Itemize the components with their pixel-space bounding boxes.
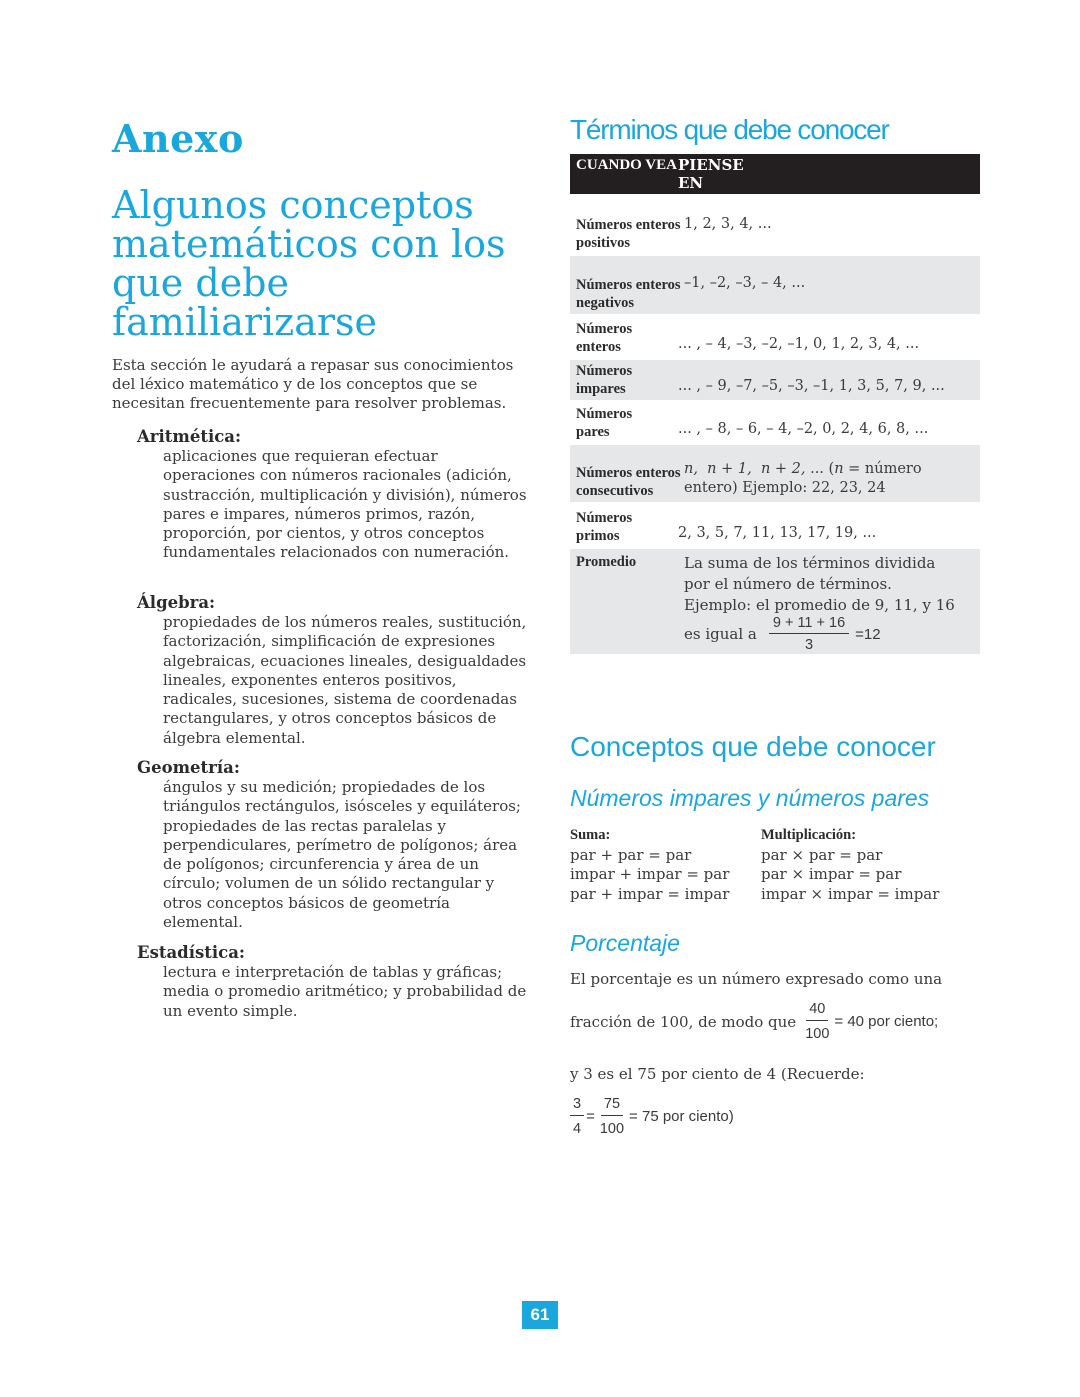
anexo-heading: Anexo bbox=[112, 116, 244, 161]
header-piense-en: PIENSE EN bbox=[678, 156, 744, 192]
value-cell: –1, –2, –3, – 4, ... bbox=[684, 274, 806, 291]
table-header bbox=[570, 154, 980, 194]
term-cell: Promedio bbox=[576, 554, 637, 570]
suma-line: par + impar = impar bbox=[570, 884, 730, 903]
topic-text: ángulos y su medición; propiedades de los triángulos rectángulos, isósceles y equiláteros; propiedades de las rectas paralelas y perpendiculares, perímetro de polígonos; área de polígonos; circunferencia y área de un círculo; volumen de un sólido rectangular y otros conceptos básicos de geometría elemental. bbox=[163, 778, 521, 932]
value-cell bbox=[684, 460, 980, 500]
percent-line2 bbox=[570, 1001, 938, 1042]
value-cell: 1, 2, 3, 4, ... bbox=[684, 215, 772, 232]
topic-estadistica bbox=[137, 942, 537, 1021]
value-n: n, bbox=[684, 461, 698, 477]
terms-title: Términos que debe conocer bbox=[570, 114, 889, 145]
concepts-title: Conceptos que debe conocer bbox=[570, 731, 936, 762]
topic-text: lectura e interpretación de tablas y gráficas; media o promedio aritmético; y probabilidad de un evento simple. bbox=[163, 963, 527, 1020]
mult-line: par × impar = par bbox=[761, 865, 902, 883]
suma-line: impar + impar = par bbox=[570, 865, 730, 883]
suma-block bbox=[570, 826, 729, 904]
table-row bbox=[570, 502, 980, 549]
promedio-fraction bbox=[769, 615, 849, 653]
percent-line1: El porcentaje es un número expresado como una bbox=[570, 970, 943, 988]
percent-line2-pre: fracción de 100, de modo que bbox=[570, 1012, 797, 1031]
term-cell: Números enteros positivos bbox=[576, 217, 681, 251]
percent-fraction bbox=[802, 1001, 832, 1042]
header-cuando-vea: CUANDO VEA bbox=[576, 157, 677, 173]
topic-algebra bbox=[137, 592, 537, 748]
terms-table bbox=[570, 154, 980, 654]
term-cell: Números enteros bbox=[576, 321, 633, 355]
term-cell: Números impares bbox=[576, 363, 633, 397]
percent-line3: y 3 es el 75 por ciento de 4 (Recuerde: bbox=[570, 1065, 865, 1083]
table-row bbox=[570, 400, 980, 445]
fraction-numerator: 9 + 11 + 16 bbox=[769, 615, 849, 634]
term-cell: Números enteros consecutivos bbox=[576, 465, 681, 499]
promedio-line2: por el número de términos. bbox=[684, 575, 892, 593]
fraction-numerator: 75 bbox=[601, 1096, 623, 1116]
promedio-es-igual: es igual a bbox=[684, 624, 757, 643]
promedio-line1: La suma de los términos dividida bbox=[684, 554, 936, 572]
page-title: Algunos conceptos matemáticos con los que debe familiarizarse bbox=[112, 183, 506, 344]
value-cell: 2, 3, 5, 7, 11, 13, 17, 19, ... bbox=[678, 525, 877, 541]
suma-line: par + par = par bbox=[570, 845, 692, 864]
table-row bbox=[570, 549, 980, 654]
topic-text: aplicaciones que requieran efectuar operaciones con números racionales (adición, sustracción, multiplicación y división), números pares e impares, números primos, razón, proporción, por cientos, y otros conceptos fundamentales relacionados con numeración. bbox=[163, 447, 527, 562]
value-cell: ... , – 8, – 6, – 4, –2, 0, 2, 4, 6, 8, ... bbox=[678, 421, 929, 437]
topic-aritmetica bbox=[137, 426, 537, 563]
value-rest: ... ( bbox=[810, 461, 835, 477]
promedio-result: =12 bbox=[855, 625, 881, 643]
value-cell bbox=[684, 553, 980, 655]
percent-line2-post: = 40 por ciento; bbox=[834, 1013, 939, 1030]
fraction-3-4 bbox=[570, 1096, 584, 1137]
topic-heading: Aritmética: bbox=[137, 427, 242, 446]
topic-heading: Álgebra: bbox=[137, 593, 216, 612]
term-cell: Números enteros negativos bbox=[576, 277, 681, 311]
odd-even-title: Números impares y números pares bbox=[570, 785, 930, 811]
value-rest2: = número bbox=[843, 461, 922, 477]
promedio-line4 bbox=[684, 615, 980, 653]
table-row bbox=[570, 314, 980, 360]
mult-line: impar × impar = impar bbox=[761, 884, 940, 903]
fraction-denominator: 100 bbox=[805, 1026, 830, 1042]
table-row bbox=[570, 360, 980, 400]
suma-heading: Suma: bbox=[570, 827, 611, 843]
multiplicacion-block bbox=[761, 826, 939, 904]
value-n3: n bbox=[834, 461, 844, 477]
topic-heading: Geometría: bbox=[137, 758, 240, 777]
equals-sign: = bbox=[586, 1108, 595, 1125]
percent-line4-post: = 75 por ciento) bbox=[629, 1108, 734, 1125]
fraction-denominator: 4 bbox=[573, 1121, 582, 1137]
fraction-denominator: 3 bbox=[804, 637, 814, 653]
topic-geometria bbox=[137, 757, 537, 932]
topic-heading: Estadística: bbox=[137, 943, 245, 962]
intro-paragraph: Esta sección le ayudará a repasar sus conocimientos del léxico matemático y de los conceptos que se necesitan frecuentemente para resolver problemas. bbox=[112, 356, 514, 412]
value-n2: n + 2, bbox=[760, 461, 806, 477]
value-cell: ... , – 4, –3, –2, –1, 0, 1, 2, 3, 4, ... bbox=[678, 336, 920, 352]
promedio-line3: Ejemplo: el promedio de 9, 11, y 16 bbox=[684, 596, 955, 614]
table-row bbox=[570, 256, 980, 314]
table-row bbox=[570, 445, 980, 502]
value-n1: n + 1, bbox=[707, 461, 752, 477]
fraction-numerator: 3 bbox=[570, 1096, 584, 1116]
percent-line4 bbox=[570, 1096, 734, 1137]
fraction-numerator: 40 bbox=[806, 1001, 828, 1021]
multiplicacion-heading: Multiplicación: bbox=[761, 827, 857, 843]
percent-title: Porcentaje bbox=[570, 930, 680, 956]
value-cell: ... , – 9, –7, –5, –3, –1, 1, 3, 5, 7, 9, ... bbox=[678, 378, 945, 394]
fraction-denominator: 100 bbox=[599, 1121, 625, 1137]
page-number: 61 bbox=[522, 1301, 558, 1329]
value-line2: entero) Ejemplo: 22, 23, 24 bbox=[684, 480, 886, 496]
table-row bbox=[570, 194, 980, 256]
mult-line: par × par = par bbox=[761, 845, 883, 864]
term-cell: Números pares bbox=[576, 406, 633, 440]
fraction-75-100 bbox=[597, 1096, 627, 1137]
term-cell: Números primos bbox=[576, 510, 633, 544]
topic-text: propiedades de los números reales, sustitución, factorización, simplificación de expresiones algebraicas, ecuaciones lineales, desigualdades lineales, exponentes enteros positivos, radicales, sucesiones, sistema de coordenadas rectangulares, y otros conceptos básicos de álgebra elemental. bbox=[163, 613, 527, 747]
